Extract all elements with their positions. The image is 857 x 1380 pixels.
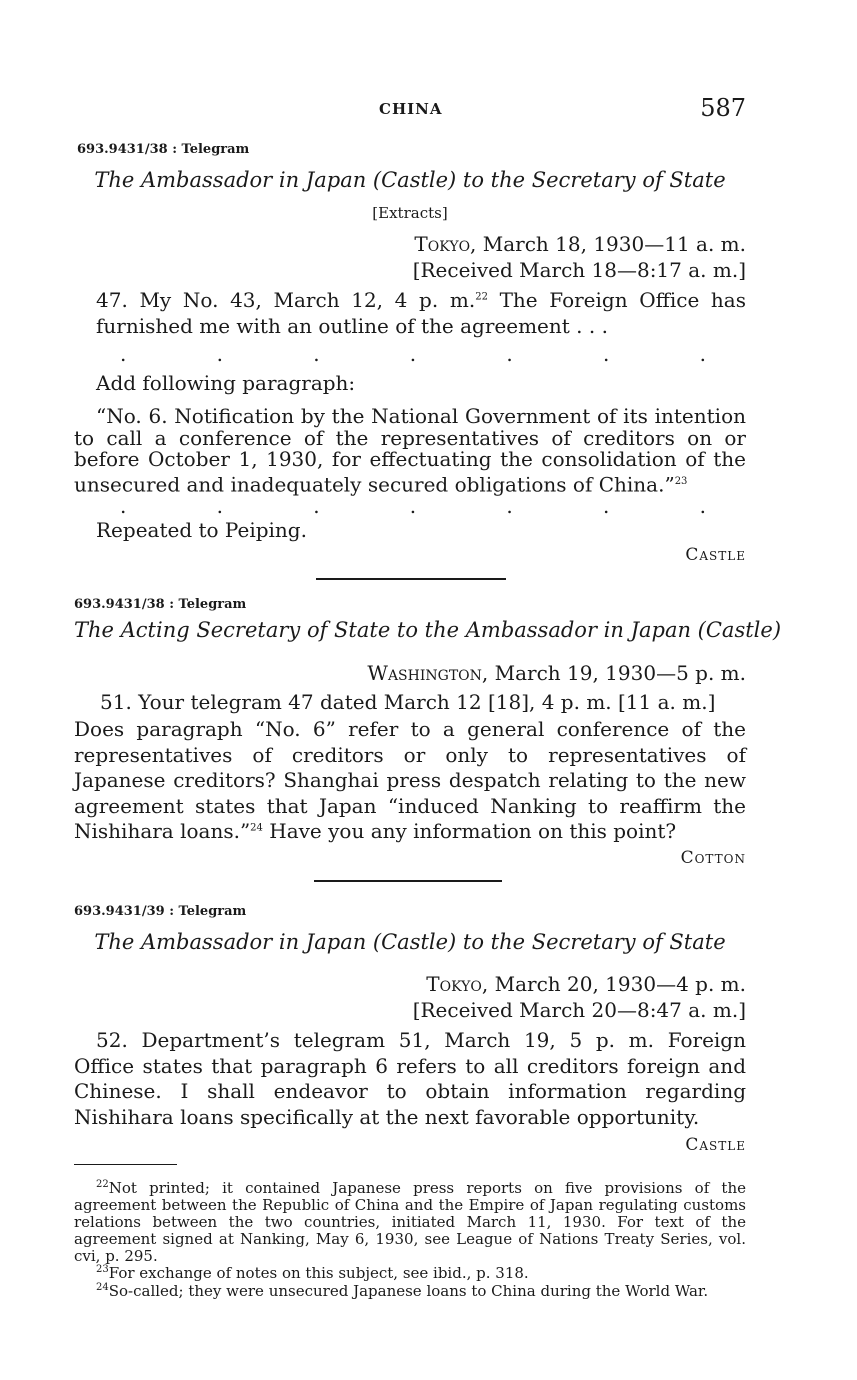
dateline — [367, 661, 746, 685]
footnote — [74, 1265, 746, 1282]
dateline — [414, 232, 746, 256]
running-title: CHINA — [379, 100, 443, 118]
page-number: 587 — [700, 94, 746, 122]
quoted-paragraph — [74, 406, 746, 496]
signature: Castle — [685, 1135, 746, 1155]
dateline-date: , March 18, 1930—11 a. m. — [470, 232, 746, 256]
dateline-place: Washington — [367, 661, 482, 685]
paragraph: Add following paragraph: — [96, 371, 356, 395]
paragraph-text: Have you any information on this point? — [262, 819, 677, 843]
signature: Castle — [685, 545, 746, 565]
ellipsis-row: . . . . . . . — [120, 342, 706, 366]
paragraph-text: The Foreign Office has furnished me with an outline of the agreement . . . — [96, 288, 746, 338]
footnote-number: 24 — [96, 1282, 109, 1293]
file-number: 693.9431/38 : Telegram — [77, 142, 250, 157]
footnote-divider — [74, 1164, 177, 1165]
dateline-place: Tokyo — [426, 972, 482, 996]
footnote-ref: 22 — [475, 291, 488, 303]
footnote-text: So-called; they were unsecured Japanese loans to China during the World War. — [108, 1282, 709, 1300]
footnote-ref: 23 — [674, 475, 688, 487]
footnote — [74, 1283, 746, 1300]
paragraph — [74, 288, 746, 339]
section-divider — [314, 880, 502, 882]
document-heading: The Ambassador in Japan (Castle) to the Secretary of State — [94, 168, 726, 192]
footnote-text: For exchange of notes on this subject, see ibid., p. 318. — [108, 1264, 529, 1282]
dateline-date: , March 19, 1930—5 p. m. — [481, 661, 746, 685]
footnote-text: Not printed; it contained Japanese press reports on five provisions of the agreement between the Republic of China and the Empire of Japan regulating customs relations between the two countries, initiated March 11, 1930. For text of the agreement signed at Nanking, May 6, 1930, see League of Nations Treaty Series, vol. cvi, p. 295. — [74, 1179, 746, 1265]
file-number: 693.9431/38 : Telegram — [74, 597, 247, 612]
paragraph-text: 47. My No. 43, March 12, 4 p. m. — [96, 288, 476, 312]
footnote-ref: 24 — [250, 822, 263, 834]
dateline-date: , March 20, 1930—4 p. m. — [481, 972, 746, 996]
received-line: [Received March 20—8:47 a. m.] — [412, 998, 746, 1022]
dateline-place: Tokyo — [414, 232, 471, 256]
paragraph: Repeated to Peiping. — [96, 518, 307, 542]
paragraph — [74, 717, 746, 845]
file-number: 693.9431/39 : Telegram — [74, 904, 247, 919]
footnote — [74, 1180, 746, 1265]
paragraph: 51. Your telegram 47 dated March 12 [18], 4 p. m. [11 a. m.] — [100, 690, 716, 714]
footnote-number: 22 — [96, 1179, 109, 1190]
signature: Cotton — [680, 848, 746, 868]
dateline — [426, 972, 746, 996]
extracts-label: [Extracts] — [372, 204, 448, 222]
document-heading: The Acting Secretary of State to the Ambassador in Japan (Castle) — [74, 618, 782, 642]
ellipsis-row: . . . . . . . — [120, 494, 706, 518]
document-heading: The Ambassador in Japan (Castle) to the Secretary of State — [94, 930, 726, 954]
paragraph-text: Does paragraph “No. 6” refer to a general conference of the representatives of creditors or only to representatives of Japanese creditors? Shanghai press despatch relating to the new agreement states that Japan “induced Nanking to reaffirm the Nishihara loans.” — [74, 717, 746, 843]
quote-text: “No. 6. Notification by the National Government of its intention to call a conference of the representatives of creditors on or before October 1, 1930, for effectuating the consolidation of the unsecured and inadequately secured obligations of China.” — [74, 404, 746, 497]
section-divider — [316, 578, 506, 580]
paragraph: 52. Department’s telegram 51, March 19, 5 p. m. Foreign Office states that paragraph 6 refers to all creditors foreign and Chinese. I shall endeavor to obtain information regarding Nishihara loans specifically at the next favorable opportunity. — [74, 1028, 746, 1129]
received-line: [Received March 18—8:17 a. m.] — [412, 258, 746, 282]
page — [74, 0, 782, 1380]
footnote-number: 23 — [96, 1264, 109, 1275]
